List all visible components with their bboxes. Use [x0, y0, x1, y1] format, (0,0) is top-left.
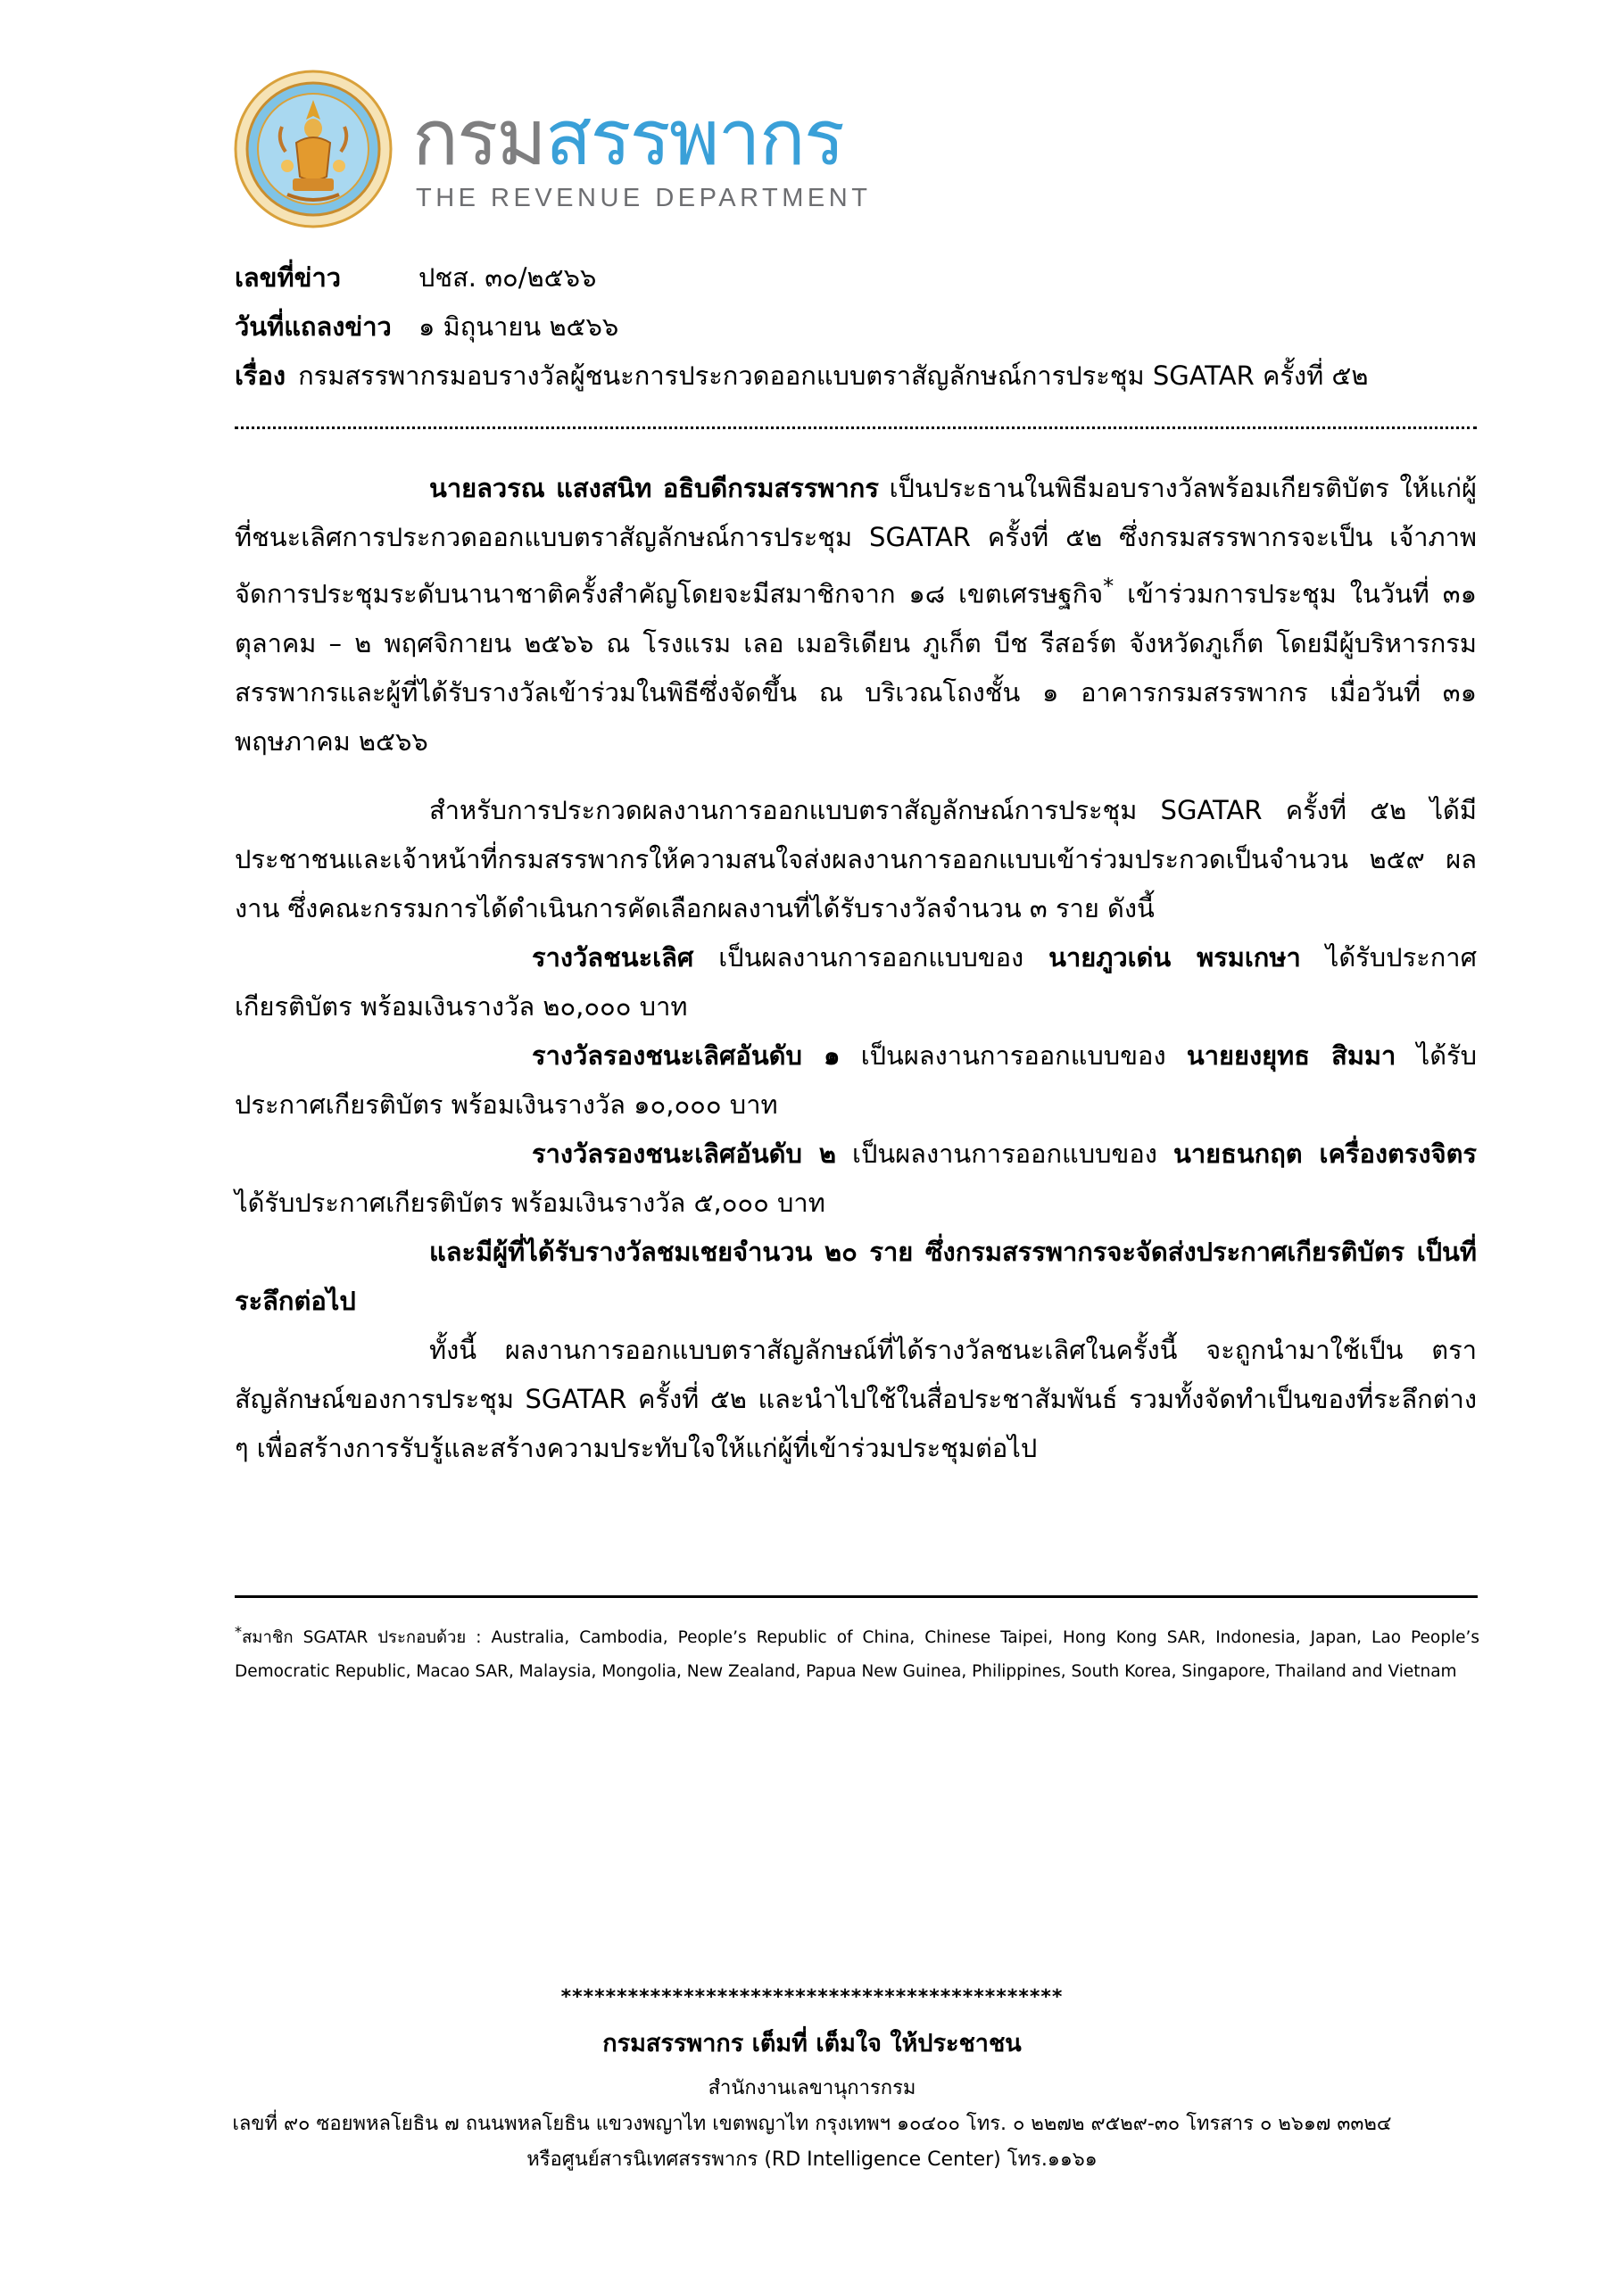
footnote: [235, 1615, 1479, 1689]
news-number-value: ปชส. ๓๐/๒๕๖๖: [418, 262, 597, 293]
award-1-mid: เป็นผลงานการออกแบบของ: [693, 941, 1049, 973]
logo-wordmark: [412, 94, 844, 183]
award-1: [235, 933, 1477, 1031]
contact-line: หรือศูนย์สารนิเทศสรรพากร (RD Intelligence Center) โทร.๑๑๖๑: [526, 2148, 1098, 2171]
logo-word-1: กรม: [412, 94, 545, 183]
paragraph-1-text-b: เข้าร่วมการประชุม ในวันที่ ๓๑ ตุลาคม – ๒ พฤศจิกายน ๒๕๖๖ ณ โรงแรม เลอ เมอริเดียน ภูเก็ต บีช รีสอร์ต จังหวัดภูเก็ต โดยมีผู้บริหารกรมสรรพากรและผู้ที่ได้รับรางวัลเข้าร่วมในพิธีซึ่งจัดขึ้น ณ บริเวณโถงชั้น ๑ อาคารกรมสรรพากร เมื่อวันที่ ๓๑ พฤษภาคม ๒๕๖๖: [235, 578, 1478, 757]
paragraph-2: สำหรับการประกวดผลงานการออกแบบตราสัญลักษณ์การประชุม SGATAR ครั้งที่ ๕๒ ได้มีประชาชนและเจ้าหน้าที่กรมสรรพากรให้ความสนใจส่งผลงานการออกแบบเข้าร่วมประกวดเป็นจำนวน ๒๕๙ ผลงาน ซึ่งคณะกรรมการได้ดำเนินการคัดเลือกผลงานที่ได้รับรางวัลจำนวน ๓ ราย ดังนี้: [235, 794, 1477, 923]
news-date-label: วันที่แถลงข่าว: [235, 311, 392, 342]
logo-word-2: สรรพากร: [544, 94, 844, 183]
body-text: [235, 464, 1477, 1473]
news-number-line: [235, 257, 596, 298]
award-1-winner: นายภูวเด่น พรมเกษา: [1048, 941, 1301, 973]
award-3-mid: เป็นผลงานการออกแบบของ: [835, 1138, 1174, 1169]
news-number-label: เลขที่ข่าว: [235, 262, 342, 293]
award-2-winner: นายยงยุทธ สิมมา: [1186, 1039, 1396, 1071]
stars-divider: *********************************************: [560, 1986, 1064, 2008]
footnote-marker: *: [1103, 574, 1114, 599]
dotted-divider: [235, 426, 1477, 429]
logo-subtitle: THE REVENUE DEPARTMENT: [416, 184, 872, 212]
award-3-title: รางวัลรองชนะเลิศอันดับ ๒: [532, 1138, 836, 1169]
honorable-mention-text: และมีผู้ที่ได้รับรางวัลชมเชยจำนวน ๒๐ ราย ซึ่งกรมสรรพากรจะจัดส่งประกาศเกียรติบัตร เป็นที่ระลึกต่อไป: [235, 1236, 1477, 1316]
footnote-text: Australia, Cambodia, People’s Republic of China, Chinese Taipei, Hong Kong SAR, Indonesia, Japan, Lao People’s Democratic Republic, Macao SAR, Malaysia, Mongolia, New Zealand, Papua New Guinea, Philippines, South Korea, Singapore, Thailand and Vietnam: [235, 1628, 1480, 1682]
award-1-tail: ได้รับประกาศ เกียรติบัตร พร้อมเงินรางวัล ๒๐,๐๐๐ บาท: [235, 941, 1477, 1022]
director-name: นายลวรณ แสงสนิท อธิบดีกรมสรรพากร: [429, 473, 879, 503]
paragraph-1-text-a: เป็นประธานในพิธีมอบรางวัลพร้อมเกียรติบัตร ให้แก่ผู้ที่ชนะเลิศการประกวดออกแบบตราสัญลักษณ์การประชุม SGATAR ครั้งที่ ๕๒ ซึ่งกรมสรรพากรจะเป็น เจ้าภาพจัดการประชุมระดับนานาชาติครั้งสำคัญโดยจะมีสมาชิกจาก ๑๘ เขตเศรษฐกิจ: [235, 473, 1477, 609]
subject-line: [235, 355, 1369, 396]
paragraph-1: [235, 464, 1477, 766]
award-2-mid: เป็นผลงานการออกแบบของ: [840, 1039, 1187, 1071]
award-2-tail: ได้รับประกาศเกียรติบัตร พร้อมเงินรางวัล ๑๐,๐๐๐ บาท: [235, 1039, 1478, 1120]
office-name: สำนักงานเลขานุการกรม: [708, 2077, 916, 2099]
footnote-star: *: [235, 1623, 242, 1640]
footnote-colon: :: [466, 1628, 492, 1648]
news-date-value: ๑ มิถุนายน ๒๕๖๖: [418, 311, 619, 342]
revenue-department-seal-icon: [234, 70, 393, 228]
footnote-divider: [235, 1595, 1478, 1598]
honorable-mention: [235, 1228, 1477, 1326]
slogan: กรมสรรพากร เต็มที่ เต็มใจ ให้ประชาชน: [602, 2030, 1022, 2057]
award-3-tail: ได้รับประกาศเกียรติบัตร พร้อมเงินรางวัล ๕,๐๐๐ บาท: [235, 1187, 825, 1218]
footnote-lead: สมาชิก SGATAR ประกอบด้วย: [242, 1628, 467, 1648]
award-1-title: รางวัลชนะเลิศ: [532, 941, 694, 973]
paragraph-4: ทั้งนี้ ผลงานการออกแบบตราสัญลักษณ์ที่ได้รางวัลชนะเลิศในครั้งนี้ จะถูกนำมาใช้เป็น ตราสัญลักษณ์ของการประชุม SGATAR ครั้งที่ ๕๒ และนำไปใช้ในสื่อประชาสัมพันธ์ รวมทั้งจัดทำเป็นของที่ระลึกต่าง ๆ เพื่อสร้างการรับรู้และสร้างความประทับใจให้แก่ผู้ที่เข้าร่วมประชุมต่อไป: [235, 1334, 1477, 1463]
office-address: เลขที่ ๙๐ ซอยพหลโยธิน ๗ ถนนพหลโยธิน แขวงพญาไท เขตพญาไท กรุงเทพฯ ๑๐๔๐๐ โทร. ๐ ๒๒๗๒ ๙๕๒๙-๓๐ โทรสาร ๐ ๒๖๑๗ ๓๓๒๔: [232, 2113, 1392, 2135]
award-3-winner: นายธนกฤต เครื่องตรงจิตร: [1173, 1138, 1477, 1169]
news-date-line: [235, 306, 618, 347]
award-2: [235, 1031, 1477, 1130]
award-3: [235, 1130, 1477, 1228]
subject-label: เรื่อง: [235, 360, 286, 391]
subject-value: กรมสรรพากรมอบรางวัลผู้ชนะการประกวดออกแบบตราสัญลักษณ์การประชุม SGATAR ครั้งที่ ๕๒: [298, 360, 1369, 391]
award-2-title: รางวัลรองชนะเลิศอันดับ ๑: [532, 1039, 841, 1071]
